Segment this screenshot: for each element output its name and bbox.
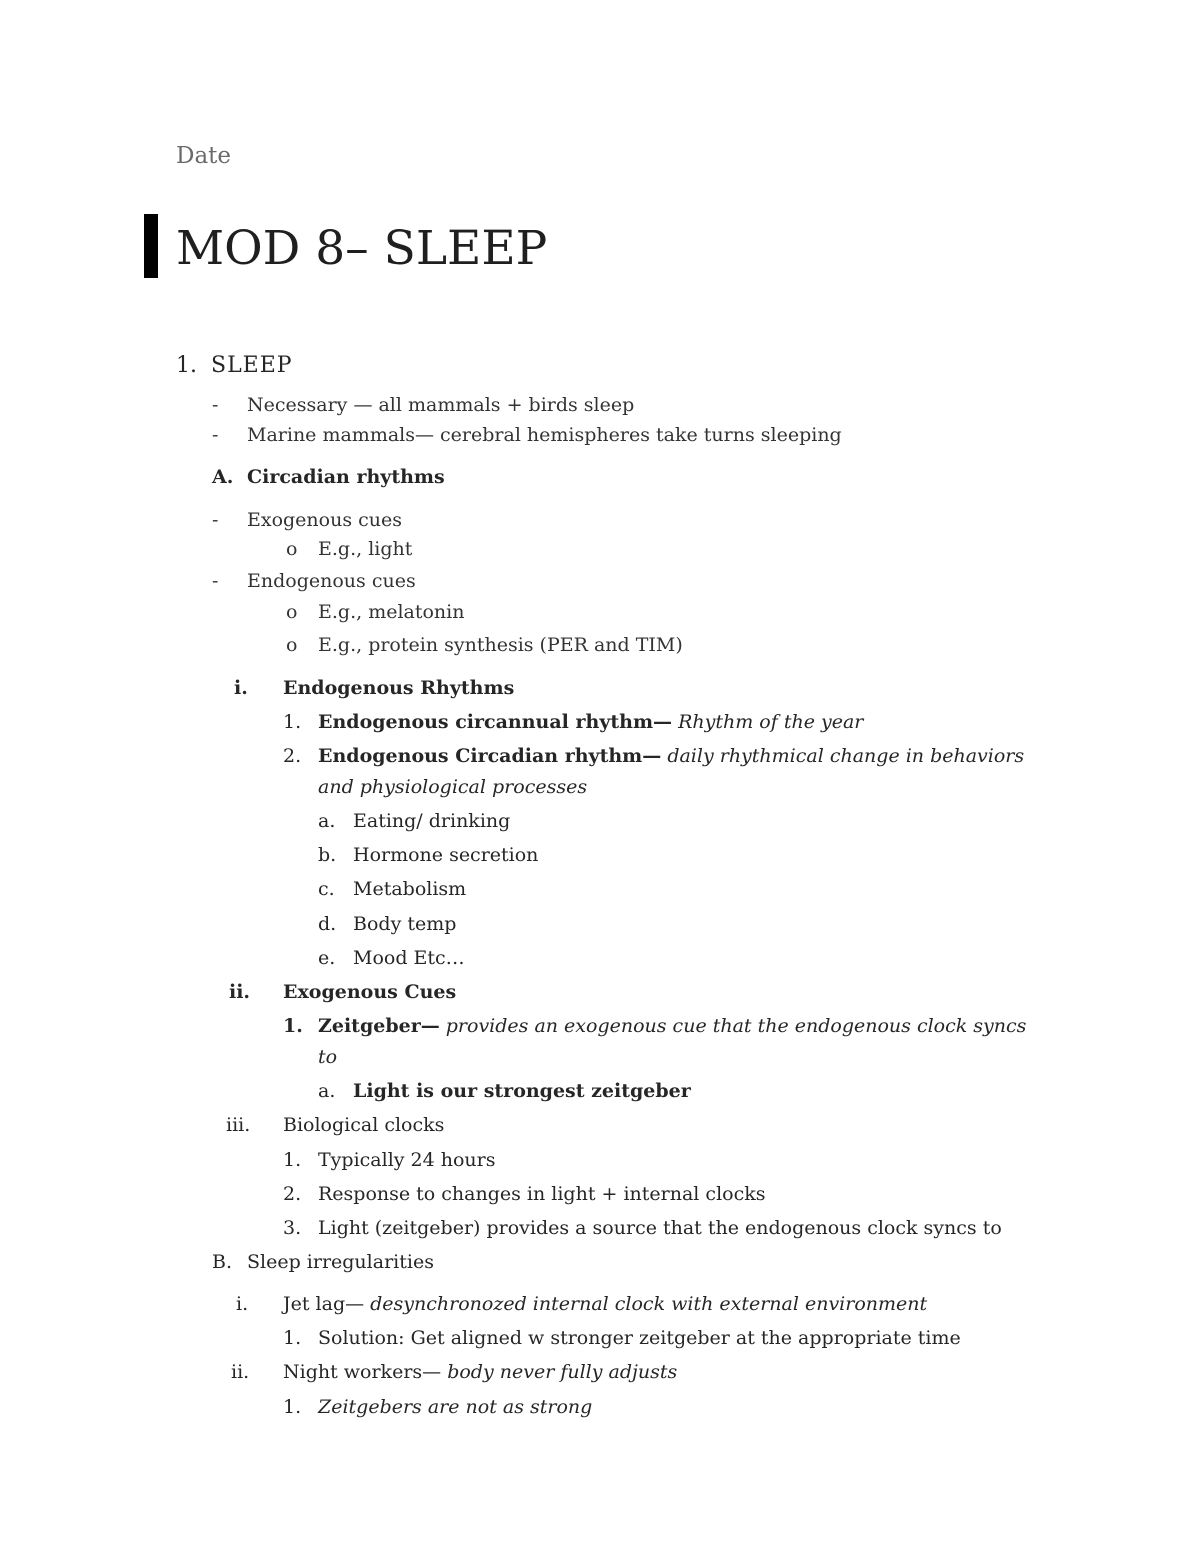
- list-item: Hormone secretion: [353, 844, 539, 866]
- section-number: 1.: [176, 353, 197, 378]
- list-number: 2.: [283, 1183, 302, 1205]
- roman-marker: i.: [236, 1293, 249, 1315]
- subsection-heading: Sleep irregularities: [247, 1251, 434, 1273]
- definition: provides an exogenous cue that the endogenous clock syncs: [439, 1015, 1027, 1037]
- bullet-dash: -: [212, 394, 219, 416]
- list-item: Exogenous cues: [247, 509, 403, 531]
- list-number: 1.: [283, 1149, 302, 1171]
- list-letter: b.: [318, 844, 337, 866]
- definition-continued: and physiological processes: [318, 776, 588, 798]
- list-letter: d.: [318, 913, 337, 935]
- date-label: Date: [176, 143, 232, 169]
- term: Endogenous Circadian rhythm—: [318, 745, 662, 767]
- list-number: 2.: [283, 745, 302, 767]
- subsection-marker: A.: [212, 466, 234, 488]
- roman-marker: ii.: [229, 981, 251, 1003]
- list-item: Necessary — all mammals + birds sleep: [247, 394, 635, 416]
- list-item: Light is our strongest zeitgeber: [353, 1080, 691, 1102]
- definition-continued: to: [318, 1046, 338, 1068]
- list-item: Metabolism: [353, 878, 467, 900]
- page-title: MOD 8– SLEEP: [176, 221, 548, 276]
- definition: body never fully adjusts: [441, 1361, 678, 1383]
- list-item: Solution: Get aligned w stronger zeitgeber at the appropriate time: [318, 1327, 961, 1349]
- title-accent-bar: [144, 214, 158, 278]
- list-number: 1.: [283, 1396, 302, 1418]
- definition-line: [318, 744, 1024, 768]
- term: Night workers—: [283, 1361, 442, 1383]
- bullet-circle: o: [286, 634, 298, 656]
- item-heading: Biological clocks: [283, 1114, 445, 1136]
- bullet-dash: -: [212, 570, 219, 592]
- term: Endogenous circannual rhythm—: [318, 711, 673, 733]
- definition: Rhythm of the year: [672, 711, 864, 733]
- definition: daily rhythmical change in behaviors: [661, 745, 1025, 767]
- list-item: Mood Etc…: [353, 947, 465, 969]
- definition-line: [318, 710, 863, 734]
- list-number: 3.: [283, 1217, 302, 1239]
- list-item: Marine mammals— cerebral hemispheres take turns sleeping: [247, 424, 842, 446]
- list-item: Endogenous cues: [247, 570, 416, 592]
- roman-marker: i.: [234, 677, 248, 699]
- list-letter: e.: [318, 947, 336, 969]
- item-heading: Endogenous Rhythms: [283, 677, 515, 699]
- term: Jet lag—: [283, 1293, 365, 1315]
- bullet-circle: o: [286, 538, 298, 560]
- list-letter: c.: [318, 878, 335, 900]
- list-item: Eating/ drinking: [353, 810, 511, 832]
- bullet-dash: -: [212, 424, 219, 446]
- list-item: Response to changes in light + internal clocks: [318, 1183, 766, 1205]
- bullet-dash: -: [212, 509, 219, 531]
- list-letter: a.: [318, 1080, 336, 1102]
- roman-marker: iii.: [226, 1114, 251, 1136]
- list-item: Light (zeitgeber) provides a source that the endogenous clock syncs to: [318, 1217, 1002, 1239]
- list-item: Body temp: [353, 913, 457, 935]
- definition-line: [318, 1014, 1026, 1038]
- definition-line: [283, 1360, 677, 1384]
- list-item: E.g., protein synthesis (PER and TIM): [318, 634, 683, 656]
- definition-line: [283, 1292, 927, 1316]
- definition: desynchronozed internal clock with external environment: [364, 1293, 928, 1315]
- list-number: 1.: [283, 1015, 303, 1037]
- list-item: Zeitgebers are not as strong: [318, 1396, 593, 1418]
- bullet-circle: o: [286, 601, 298, 623]
- list-item: E.g., light: [318, 538, 413, 560]
- subsection-marker: B.: [212, 1251, 233, 1273]
- subsection-heading: Circadian rhythms: [247, 466, 445, 488]
- list-item: E.g., melatonin: [318, 601, 465, 623]
- list-letter: a.: [318, 810, 336, 832]
- list-number: 1.: [283, 1327, 302, 1349]
- term: Zeitgeber—: [318, 1015, 440, 1037]
- item-heading: Exogenous Cues: [283, 981, 457, 1003]
- list-item: Typically 24 hours: [318, 1149, 496, 1171]
- section-heading: SLEEP: [211, 353, 293, 378]
- roman-marker: ii.: [231, 1361, 250, 1383]
- list-number: 1.: [283, 711, 302, 733]
